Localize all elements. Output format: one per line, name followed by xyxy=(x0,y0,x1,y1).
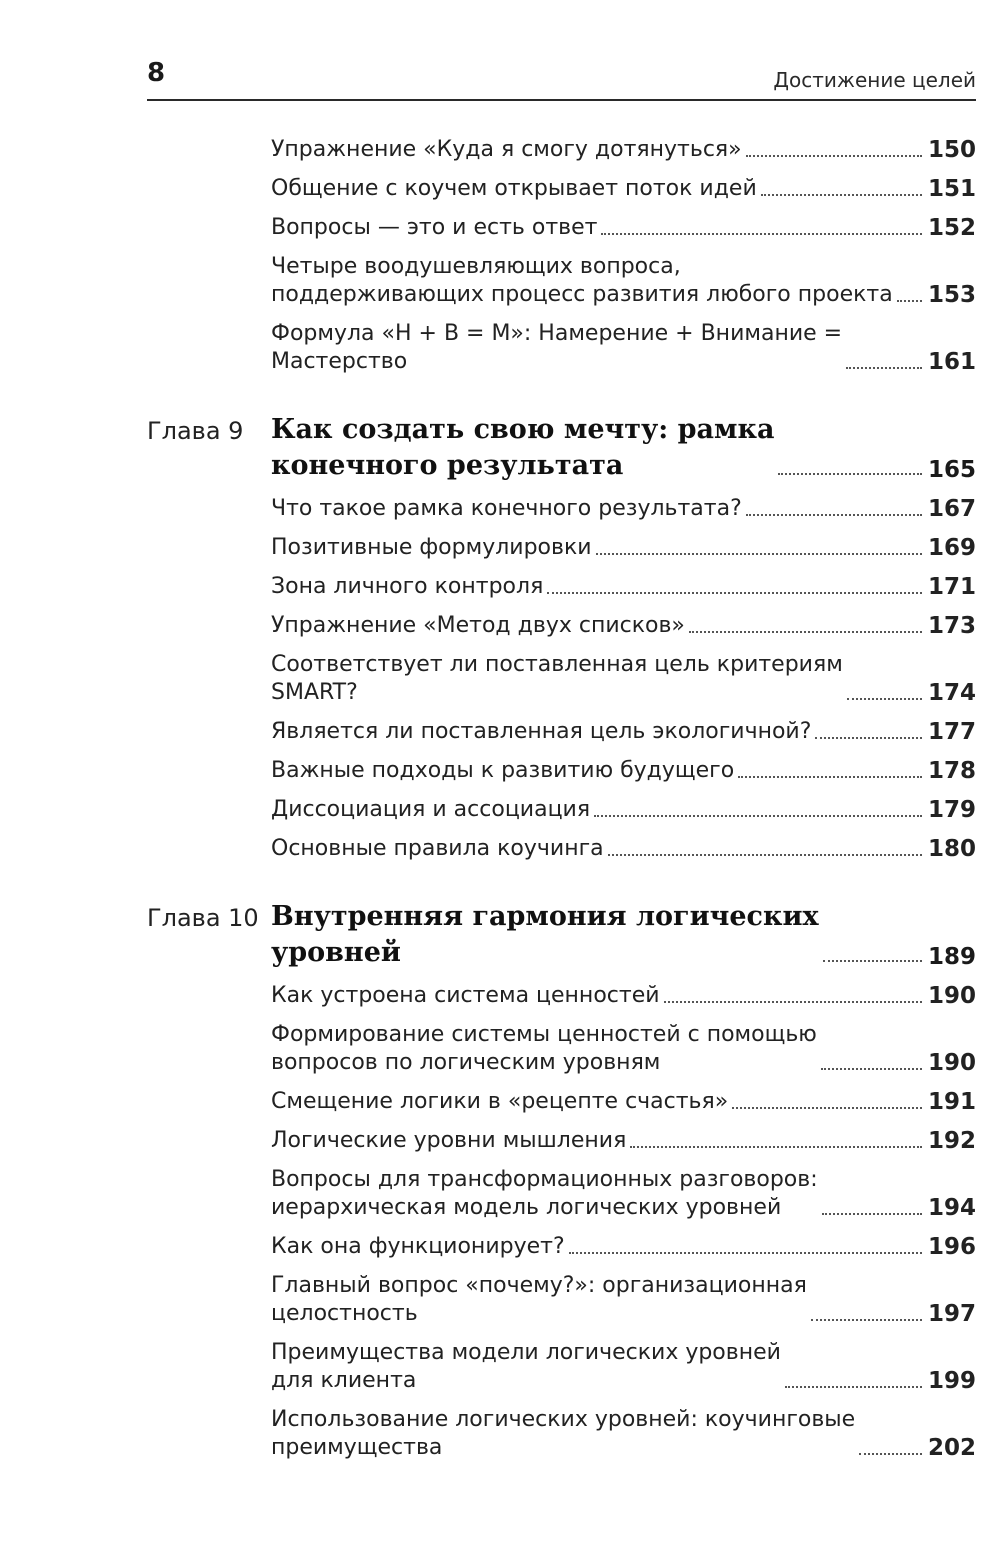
entry-title: Является ли поставленная цель экологичной? xyxy=(271,719,812,744)
page-ref: 180 xyxy=(927,836,976,862)
page-ref: 191 xyxy=(927,1089,976,1115)
entry-title: Формирование системы ценностей с помощью вопросов по логическим уровням xyxy=(271,1022,817,1075)
dot-leader xyxy=(547,592,922,594)
toc-entry xyxy=(147,1021,976,1077)
entry-title: Смещение логики в «рецепте счастья» xyxy=(271,1089,729,1114)
dot-leader xyxy=(822,1213,922,1215)
entry-title: Как устроена система ценностей xyxy=(271,983,660,1008)
dot-leader xyxy=(846,367,922,369)
dot-leader xyxy=(596,553,922,555)
toc-entry xyxy=(147,534,976,562)
entry-title: Что такое рамка конечного результата? xyxy=(271,496,742,521)
dot-leader xyxy=(859,1453,922,1455)
page-ref: 151 xyxy=(927,176,976,202)
dot-leader xyxy=(823,960,922,962)
dot-leader xyxy=(664,1001,922,1003)
toc-entry xyxy=(147,1233,976,1261)
dot-leader xyxy=(689,631,922,633)
entry-title: Важные подходы к развитию будущего xyxy=(271,758,735,783)
toc-entry xyxy=(147,1339,976,1395)
dot-leader xyxy=(746,514,922,516)
entry-title: Соответствует ли поставленная цель критериям SMART? xyxy=(271,652,843,705)
running-head: Достижение целей xyxy=(773,68,976,92)
toc-entry xyxy=(147,796,976,824)
page-ref: 196 xyxy=(927,1234,976,1260)
entry-title: Главный вопрос «почему?»: организационная целостность xyxy=(271,1273,807,1326)
dot-leader xyxy=(601,233,922,235)
page-ref: 171 xyxy=(927,574,976,600)
page-ref: 167 xyxy=(927,496,976,522)
entry-title: Диссоциация и ассоциация xyxy=(271,797,591,822)
page-ref: 150 xyxy=(927,137,976,163)
toc-entry xyxy=(147,835,976,863)
chapter-heading xyxy=(147,899,976,971)
page-ref: 199 xyxy=(927,1368,976,1394)
chapter-title: Как создать свою мечту: рамка конечного результата xyxy=(271,414,775,481)
toc-entry xyxy=(147,1272,976,1328)
chapter-label: Глава 9 xyxy=(147,417,244,445)
page-ref: 153 xyxy=(927,282,976,308)
toc-entry xyxy=(147,1166,976,1222)
page-ref: 190 xyxy=(927,1050,976,1076)
dot-leader xyxy=(785,1386,922,1388)
page-ref: 169 xyxy=(927,535,976,561)
entry-title: Вопросы для трансформационных разговоров: иерархическая модель логических уровней xyxy=(271,1167,818,1220)
entry-title: Основные правила коучинга xyxy=(271,836,604,861)
entry-title: Упражнение «Метод двух списков» xyxy=(271,613,685,638)
dot-leader xyxy=(847,698,922,700)
dot-leader xyxy=(778,473,922,475)
entry-title: Преимущества модели логических уровней для клиента xyxy=(271,1340,781,1393)
page-ref: 197 xyxy=(927,1301,976,1327)
dot-leader xyxy=(569,1252,922,1254)
toc-entry xyxy=(147,320,976,376)
toc-entry xyxy=(147,651,976,707)
header-rule xyxy=(147,99,976,101)
dot-leader xyxy=(821,1068,922,1070)
entry-title: Формула «Н + В = М»: Намерение + Внимание = Мастерство xyxy=(271,321,843,374)
toc-entry xyxy=(147,573,976,601)
entry-title: Зона личного контроля xyxy=(271,574,544,599)
toc-entry xyxy=(147,612,976,640)
page-header xyxy=(147,58,976,98)
entry-title: Упражнение «Куда я смогу дотянуться» xyxy=(271,137,742,162)
dot-leader xyxy=(594,815,922,817)
toc-entry xyxy=(147,1088,976,1116)
chapter-label: Глава 10 xyxy=(147,904,259,932)
toc-entry xyxy=(147,982,976,1010)
entry-title: Использование логических уровней: коучинговые преимущества xyxy=(271,1407,856,1460)
toc-entry xyxy=(147,1127,976,1155)
dot-leader xyxy=(738,776,922,778)
chapter-title: Внутренняя гармония логических уровней xyxy=(271,901,819,968)
entry-title: Логические уровни мышления xyxy=(271,1128,627,1153)
entry-title: Общение с коучем открывает поток идей xyxy=(271,176,757,201)
toc-entry xyxy=(147,495,976,523)
toc-entry xyxy=(147,718,976,746)
page-ref: 192 xyxy=(927,1128,976,1154)
page-ref: 173 xyxy=(927,613,976,639)
page-ref: 189 xyxy=(927,944,976,970)
page-ref: 161 xyxy=(927,349,976,375)
page-ref: 165 xyxy=(927,457,976,483)
page-ref: 190 xyxy=(927,983,976,1009)
page-number: 8 xyxy=(147,58,166,88)
dot-leader xyxy=(732,1107,922,1109)
toc-entry xyxy=(147,757,976,785)
page-ref: 178 xyxy=(927,758,976,784)
dot-leader xyxy=(630,1146,922,1148)
page-ref: 179 xyxy=(927,797,976,823)
toc-entry xyxy=(147,214,976,242)
dot-leader xyxy=(608,854,922,856)
entry-title: Позитивные формулировки xyxy=(271,535,592,560)
toc-entry xyxy=(147,136,976,164)
dot-leader xyxy=(761,194,922,196)
toc-entry xyxy=(147,253,976,309)
page-ref: 177 xyxy=(927,719,976,745)
page-ref: 202 xyxy=(927,1435,976,1461)
entry-title: Вопросы — это и есть ответ xyxy=(271,215,598,240)
page-ref: 152 xyxy=(927,215,976,241)
dot-leader xyxy=(897,300,922,302)
entry-title: Как она функционирует? xyxy=(271,1234,565,1259)
toc-entry xyxy=(147,1406,976,1462)
dot-leader xyxy=(811,1319,922,1321)
entry-title: Четыре воодушевляющих вопроса, поддерживающих процесс развития любого проекта xyxy=(271,254,893,307)
dot-leader xyxy=(746,155,922,157)
table-of-contents xyxy=(147,136,976,1473)
dot-leader xyxy=(815,737,922,739)
page-ref: 174 xyxy=(927,680,976,706)
page-ref: 194 xyxy=(927,1195,976,1221)
chapter-heading xyxy=(147,412,976,484)
toc-entry xyxy=(147,175,976,203)
